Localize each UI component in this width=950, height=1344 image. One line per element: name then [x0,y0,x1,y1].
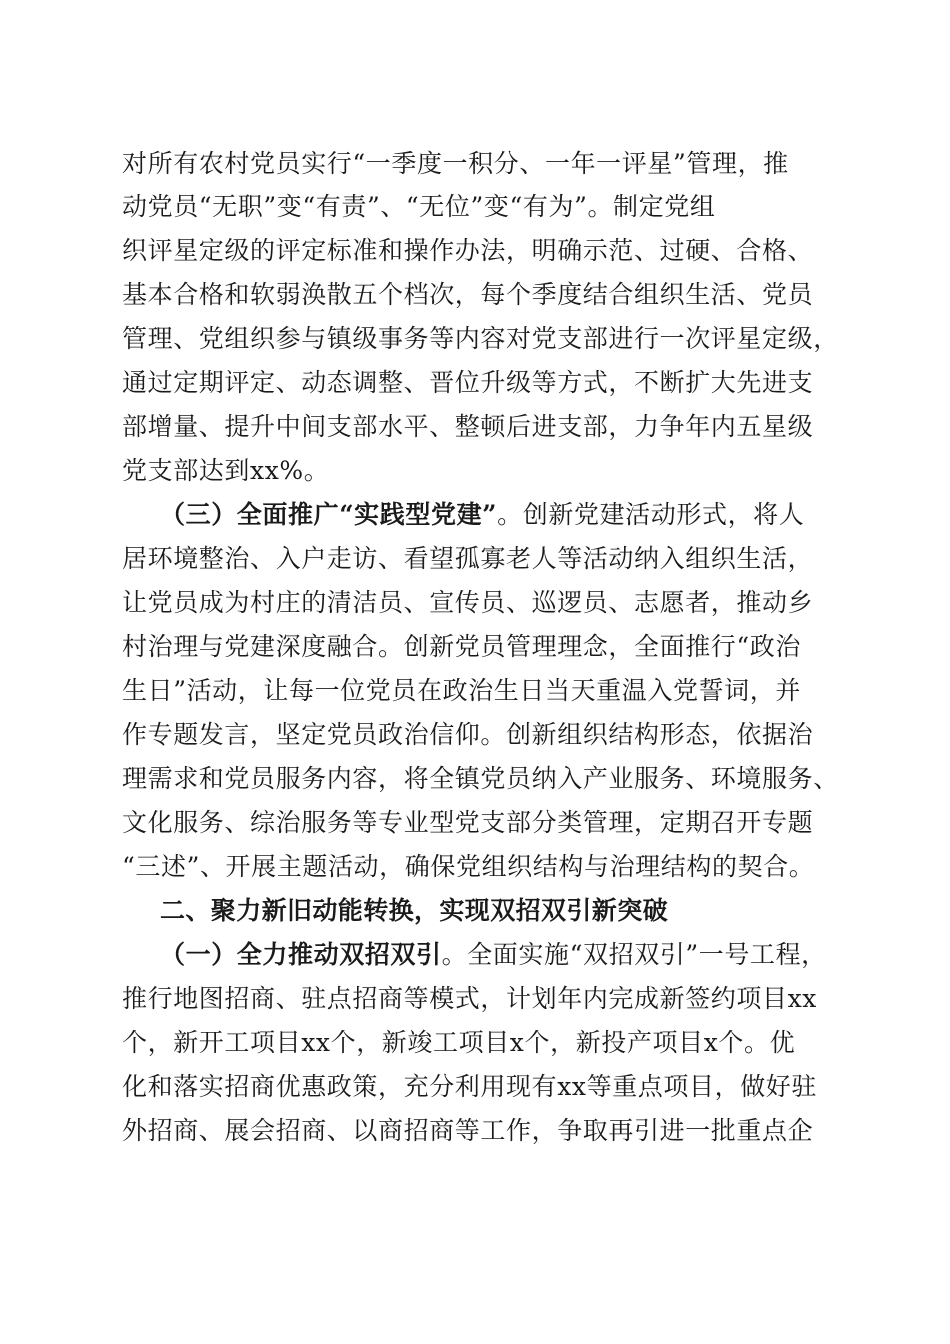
paragraph-first-line [160,937,850,973]
paragraph-line: 居环境整治、入户走访、看望孤寡老人等活动纳入组织生活， [122,544,814,573]
subsection-title: （一）全力推动双招双引 [160,940,442,969]
paragraph-line: 通过定期评定、动态调整、晋位升级等方式，不断扩大先进支 [122,368,814,397]
paragraph-line: 生日”活动，让每一位党员在政治生日当天重温入党誓词，并 [122,676,801,705]
paragraph-line: 基本合格和软弱涣散五个档次，每个季度结合组织生活、党员 [122,280,814,309]
paragraph-text: 。创新党建活动形式，将人 [497,500,805,529]
paragraph-text: 。全面实施“双招双引”一号工程， [441,940,827,969]
paragraph-line: 让党员成为村庄的清洁员、宣传员、巡逻员、志愿者，推动乡 [122,588,814,617]
paragraph-line: 理需求和党员服务内容，将全镇党员纳入产业服务、环境服务、 [122,764,839,793]
paragraph-line: 推行地图招商、驻点招商等模式，计划年内完成新签约项目xx [122,984,818,1013]
paragraph-line: 部增量、提升中间支部水平、整顿后进支部，力争年内五星级 [122,412,814,441]
subsection-title: （三）全面推广“实践型党建” [160,500,498,529]
paragraph-line: 管理、党组织参与镇级事务等内容对党支部进行一次评星定级， [122,324,839,353]
paragraph-line: 对所有农村党员实行“一季度一积分、一年一评星”管理，推 [122,149,789,178]
paragraph-first-line [160,497,850,533]
paragraph-line: 文化服务、综治服务等专业型党支部分类管理，定期召开专题 [122,808,814,837]
paragraph-line: 动党员“无职”变“有责”、“无位”变“有为”。制定党组 [122,192,716,221]
paragraph-line: 外招商、展会招商、以商招商等工作，争取再引进一批重点企 [122,1116,814,1145]
paragraph-line: “三述”、开展主题活动，确保党组织结构与治理结构的契合。 [122,852,815,881]
section-heading: 二、聚力新旧动能转换，实现双招双引新突破 [160,896,669,925]
paragraph-line: 作专题发言，坚定党员政治信仰。创新组织结构形态，依据治 [122,720,814,749]
paragraph-line: 织评星定级的评定标准和操作办法，明确示范、过硬、合格、 [122,236,814,265]
paragraph-line: 个，新开工项目xx个，新竣工项目x个，新投产项目x个。优 [122,1028,796,1057]
paragraph-line: 党支部达到xx%。 [122,456,330,485]
paragraph-line: 化和落实招商优惠政策，充分利用现有xx等重点项目，做好驻 [122,1072,818,1101]
paragraph-line: 村治理与党建深度融合。创新党员管理理念，全面推行“政治 [122,632,801,661]
